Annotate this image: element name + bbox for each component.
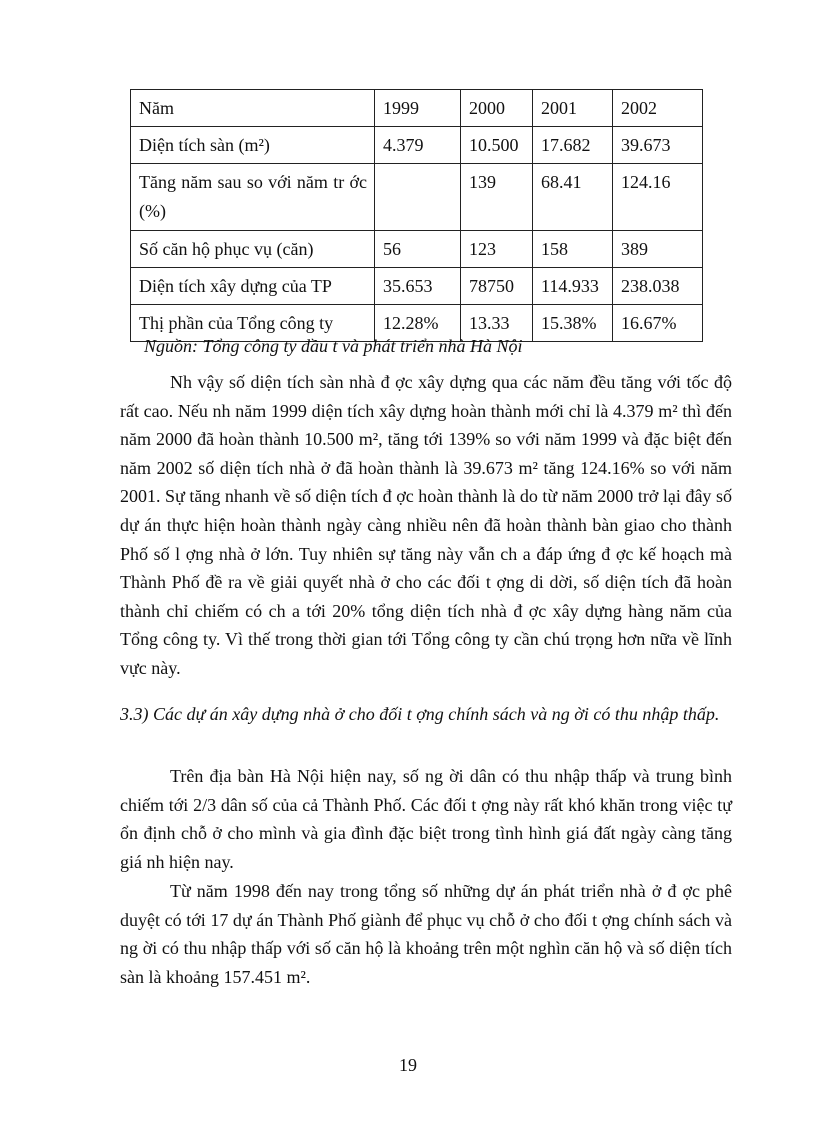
- table-cell: 78750: [461, 268, 533, 305]
- table-cell: 1999: [375, 90, 461, 127]
- table-cell: Năm: [131, 90, 375, 127]
- table-cell: 2000: [461, 90, 533, 127]
- table-row: [131, 164, 703, 231]
- statistics-table: [130, 89, 703, 342]
- table-row: [131, 231, 703, 268]
- table-cell: 12.28%: [375, 305, 461, 342]
- table-cell: 389: [613, 231, 703, 268]
- body-paragraph-3: Từ năm 1998 đến nay trong tổng số những dự án phát triển nhà ở đ ợc phê duyệt có tới 17 dự án Thành Phố giành để phục vụ chỗ ở cho đối t ợng chính sách và ng ời có thu nhập thấp với số căn hộ là khoảng trên một nghìn căn hộ và số diện tích sàn là khoảng 157.451 m².: [120, 881, 732, 987]
- table-cell: 10.500: [461, 127, 533, 164]
- table-row-label: Diện tích sàn (m²): [131, 127, 375, 164]
- table-row-label: Thị phần của Tổng công ty: [131, 305, 375, 342]
- table-cell: 158: [533, 231, 613, 268]
- section-heading: 3.3) Các dự án xây dựng nhà ở cho đối t ợng chính sách và ng ời có thu nhập thấp.: [120, 704, 720, 724]
- table-cell: 16.67%: [613, 305, 703, 342]
- table-cell: 17.682: [533, 127, 613, 164]
- table-row: [131, 127, 703, 164]
- table-cell: 15.38%: [533, 305, 613, 342]
- table-row-label: Diện tích xây dựng của TP: [131, 268, 375, 305]
- table-row-label-text: Tăng năm sau so với năm tr ớc (%): [139, 172, 367, 221]
- table-cell: 238.038: [613, 268, 703, 305]
- body-paragraph-2: Trên địa bàn Hà Nội hiện nay, số ng ời dân có thu nhập thấp và trung bình chiếm tới 2/3 dân số của cả Thành Phố. Các đối t ợng này rất khó khăn trong việc tự ổn định chỗ ở cho mình và gia đình đặc biệt trong tình hình giá đất ngày càng tăng giá nh hiện nay.: [120, 766, 732, 872]
- table-cell: 114.933: [533, 268, 613, 305]
- table-cell: 13.33: [461, 305, 533, 342]
- table-cell: 139: [461, 164, 533, 231]
- table-cell: 35.653: [375, 268, 461, 305]
- table-cell: 2001: [533, 90, 613, 127]
- table-cell: [375, 164, 461, 231]
- table-cell: 124.16: [613, 164, 703, 231]
- table-header-row: [131, 90, 703, 127]
- table-cell: 4.379: [375, 127, 461, 164]
- table-row-label: Số căn hộ phục vụ (căn): [131, 231, 375, 268]
- page-number: 19: [399, 1055, 417, 1075]
- table-cell: 123: [461, 231, 533, 268]
- table-row: [131, 268, 703, 305]
- table-cell: 68.41: [533, 164, 613, 231]
- table-cell: 56: [375, 231, 461, 268]
- table-cell: 39.673: [613, 127, 703, 164]
- table-row-label: [131, 164, 375, 231]
- table-cell: 2002: [613, 90, 703, 127]
- table-source-note: Nguồn: Tổng công ty đầu t và phát triển nhà Hà Nội: [144, 336, 523, 356]
- body-paragraph-1: Nh vậy số diện tích sàn nhà đ ợc xây dựng qua các năm đều tăng với tốc độ rất cao. Nếu nh năm 1999 diện tích xây dựng hoàn thành mới chỉ là 4.379 m² thì đến năm 2000 đã hoàn thành 10.500 m², tăng tới 139% so với năm 1999 và đặc biệt đến năm 2002 số diện tích nhà ở đã hoàn thành là 39.673 m² tăng 124.16% so với năm 2001. Sự tăng nhanh về số diện tích đ ợc hoàn thành là do từ năm 2000 trở lại đây số dự án thực hiện hoàn thành ngày càng nhiều nên đã hoàn thành bàn giao cho thành Phố số l ợng nhà ở lớn. Tuy nhiên sự tăng này vẫn ch a đáp ứng đ ợc kế hoạch mà Thành Phố đề ra về giải quyết nhà ở cho các đối t ợng di dời, số diện tích đã hoàn thành chỉ chiếm có ch a tới 20% tổng diện tích nhà đ ợc xây dựng hàng năm của Tổng công ty. Vì thế trong thời gian tới Tổng công ty cần chú trọng hơn nữa về lĩnh vực này.: [120, 372, 732, 678]
